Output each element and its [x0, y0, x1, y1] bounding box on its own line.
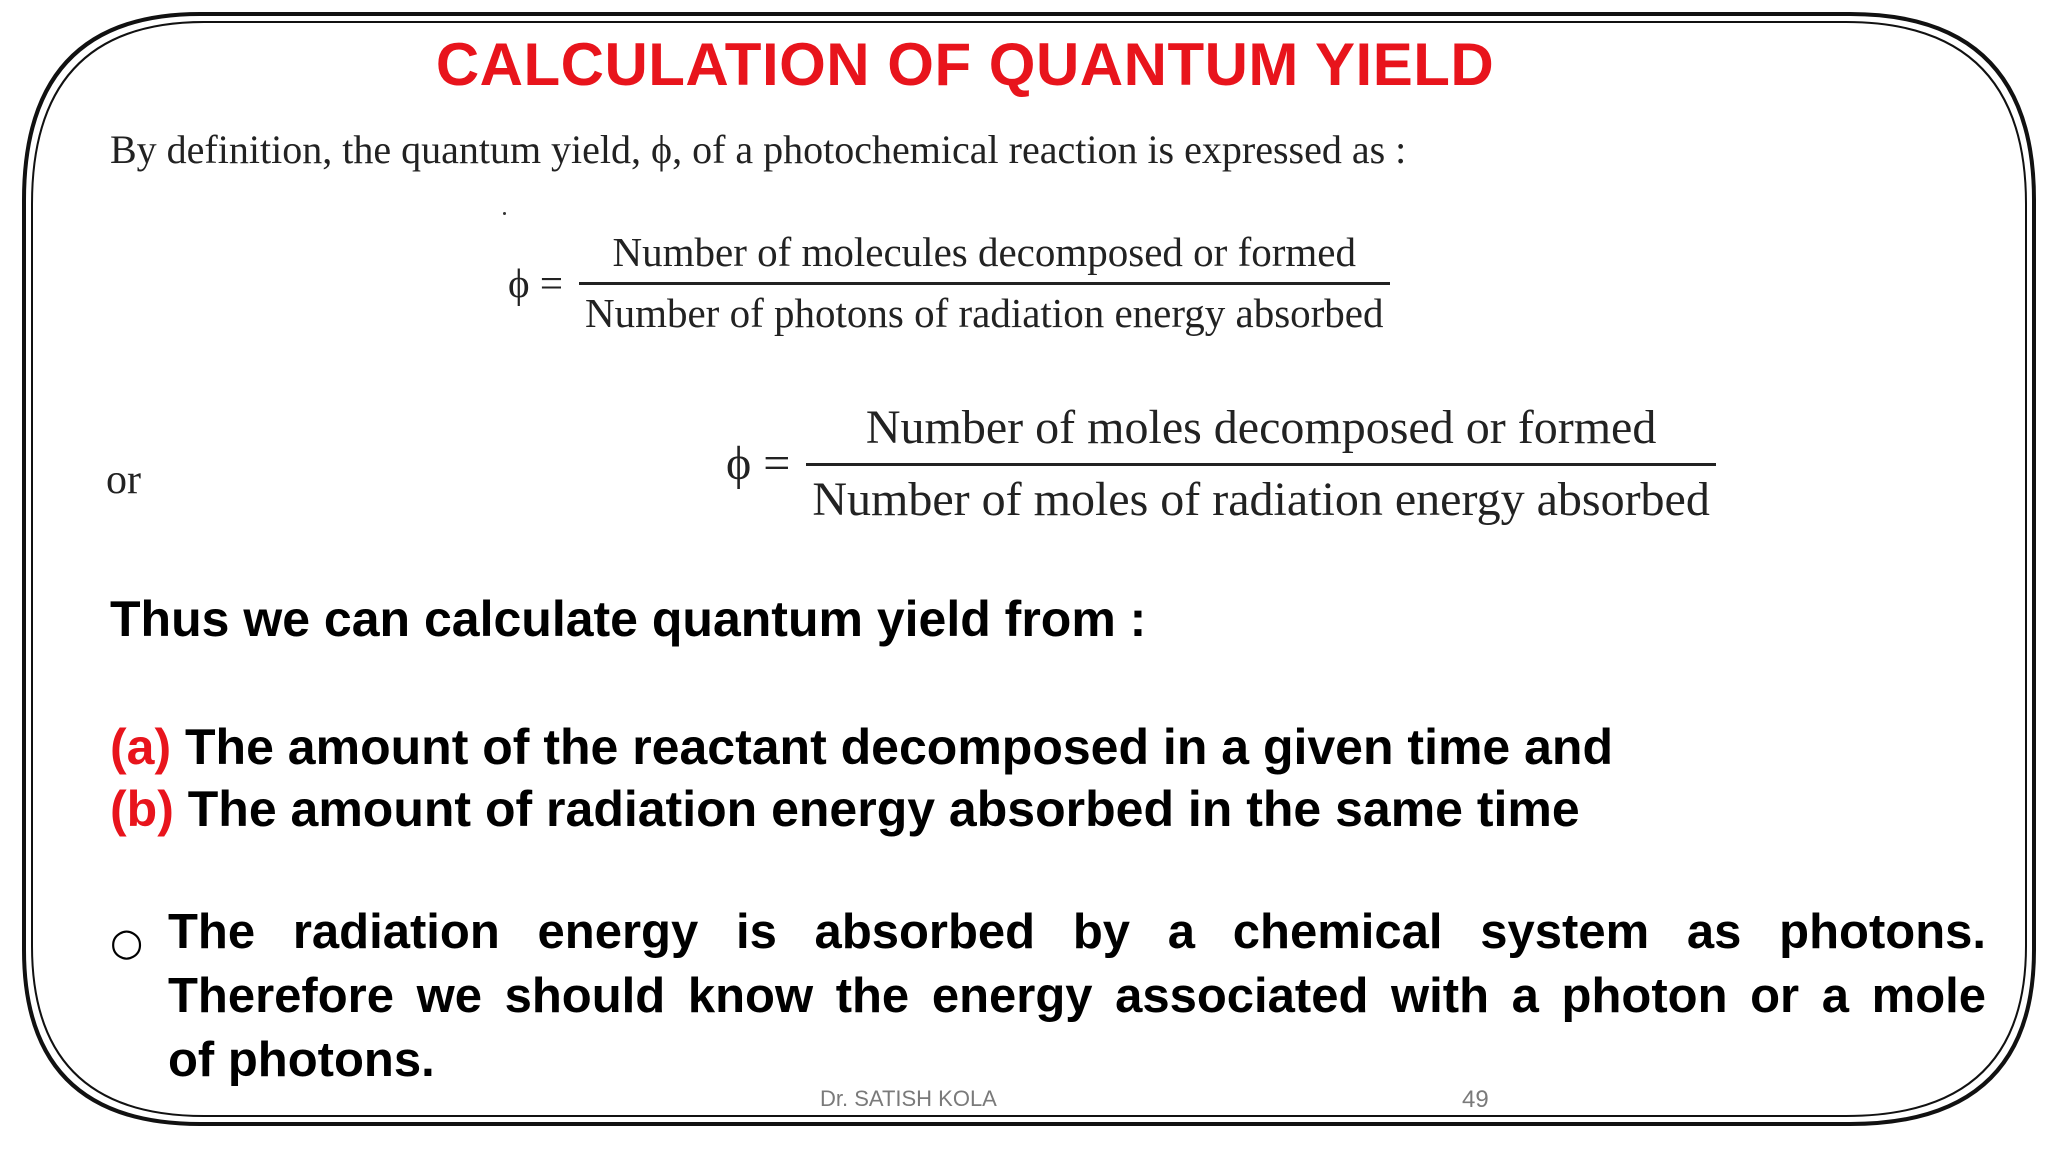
list-item-a: [110, 718, 1613, 776]
page-number: 49: [1462, 1086, 1489, 1113]
definition-intro: By definition, the quantum yield, ϕ, of a photochemical reaction is expressed as :: [110, 127, 1407, 172]
equation-lhs: ϕ =: [726, 437, 791, 490]
bullet-line-1: The radiation energy is absorbed by a chemical system as photons.: [168, 905, 1986, 959]
thus-heading: Thus we can calculate quantum yield from :: [110, 591, 1147, 647]
equation-moles: [726, 400, 1716, 527]
list-item-text: The amount of the reactant decomposed in a given time and: [185, 719, 1614, 775]
fraction: [579, 228, 1390, 337]
equation-molecules: [508, 228, 1390, 337]
stray-dot: [503, 212, 506, 215]
equation-lhs: ϕ =: [508, 259, 563, 306]
fraction: [806, 400, 1716, 527]
slide-title: CALCULATION OF QUANTUM YIELD: [435, 31, 1495, 98]
bullet-paragraph: [168, 900, 1986, 1092]
or-label: or: [106, 457, 141, 503]
fraction-numerator: Number of moles decomposed or formed: [865, 401, 1657, 454]
list-marker: (b): [110, 781, 174, 837]
bullet-line-3: of photons.: [168, 1033, 435, 1087]
footer-author: Dr. SATISH KOLA: [820, 1086, 997, 1111]
circle-bullet-icon: ○: [110, 920, 144, 964]
fraction-denominator: Number of photons of radiation energy absorbed: [584, 290, 1384, 336]
fraction-denominator: Number of moles of radiation energy absorbed: [812, 473, 1710, 526]
list-marker: (a): [110, 719, 172, 775]
fraction-numerator: Number of molecules decomposed or formed: [612, 229, 1356, 275]
bullet-line-2: Therefore we should know the energy associated with a photon or a mole: [168, 969, 1986, 1023]
list-item-b: [110, 780, 1580, 838]
list-item-text: The amount of radiation energy absorbed in the same time: [187, 781, 1580, 837]
